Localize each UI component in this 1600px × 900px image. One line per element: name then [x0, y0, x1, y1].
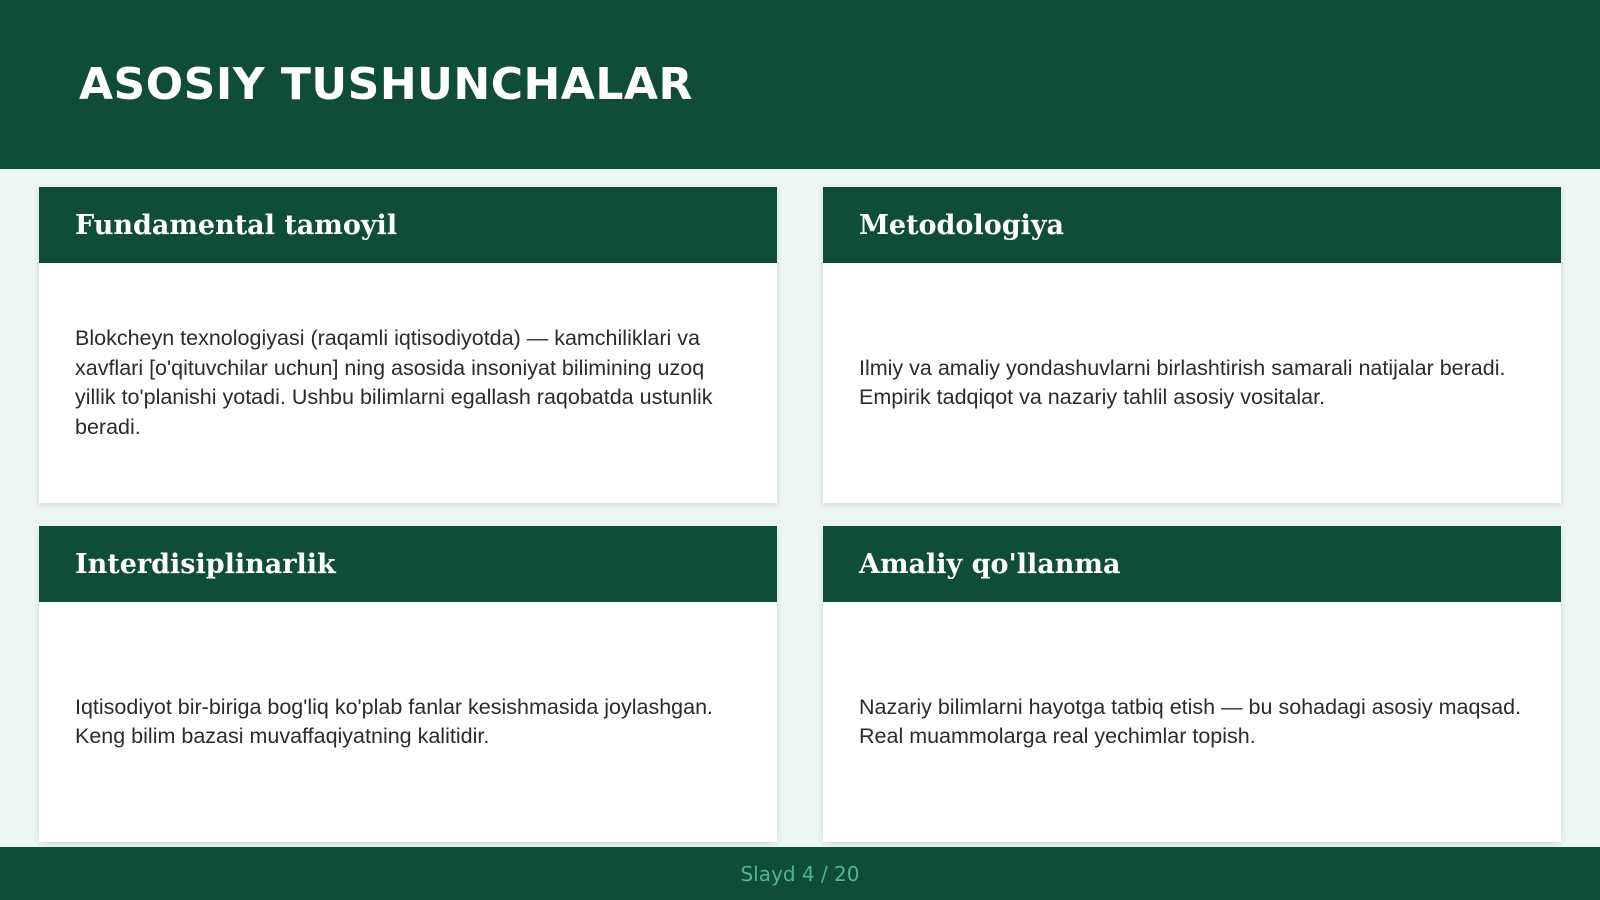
card-fundamental — [39, 187, 777, 503]
card-methodology — [823, 187, 1561, 503]
card-interdisciplinary — [39, 526, 777, 842]
card-body — [823, 602, 1561, 842]
card-header — [823, 187, 1561, 263]
card-text: Nazariy bilimlarni hayotga tatbiq etish — bu sohadagi asosiy maqsad. Real muammolarga real yechimlar topish. — [859, 694, 1522, 748]
card-title: Fundamental tamoyil — [75, 209, 398, 241]
slide-counter: Slayd 4 / 20 — [740, 861, 860, 886]
card-body — [39, 263, 777, 503]
card-header — [39, 526, 777, 602]
card-text: Blokcheyn texnologiyasi (raqamli iqtisodiyotda) — kamchiliklari va xavflari [o'qituvchilar uchun] ning asosida insoniyat bilimining uzoq yillik to'planishi yotadi. Ushbu bilimlarni egallash raqobatda ustunlik beradi. — [75, 326, 713, 439]
slide-footer — [0, 847, 1600, 900]
cards-grid — [39, 187, 1561, 841]
card-title: Metodologiya — [859, 209, 1065, 241]
card-title: Interdisiplinarlik — [75, 548, 336, 580]
card-practical — [823, 526, 1561, 842]
slide-header — [0, 0, 1600, 169]
card-header — [823, 526, 1561, 602]
card-title: Amaliy qo'llanma — [859, 548, 1121, 580]
card-text: Iqtisodiyot bir-biriga bog'liq ko'plab fanlar kesishmasida joylashgan. Keng bilim bazasi muvaffaqiyatning kalitidir. — [75, 694, 714, 748]
card-body — [823, 263, 1561, 503]
slide-title: ASOSIY TUSHUNCHALAR — [79, 59, 693, 110]
card-header — [39, 187, 777, 263]
card-text: Ilmiy va amaliy yondashuvlarni birlashtirish samarali natijalar beradi. Empirik tadqiqot va nazariy tahlil asosiy vositalar. — [859, 355, 1506, 409]
card-body — [39, 602, 777, 842]
